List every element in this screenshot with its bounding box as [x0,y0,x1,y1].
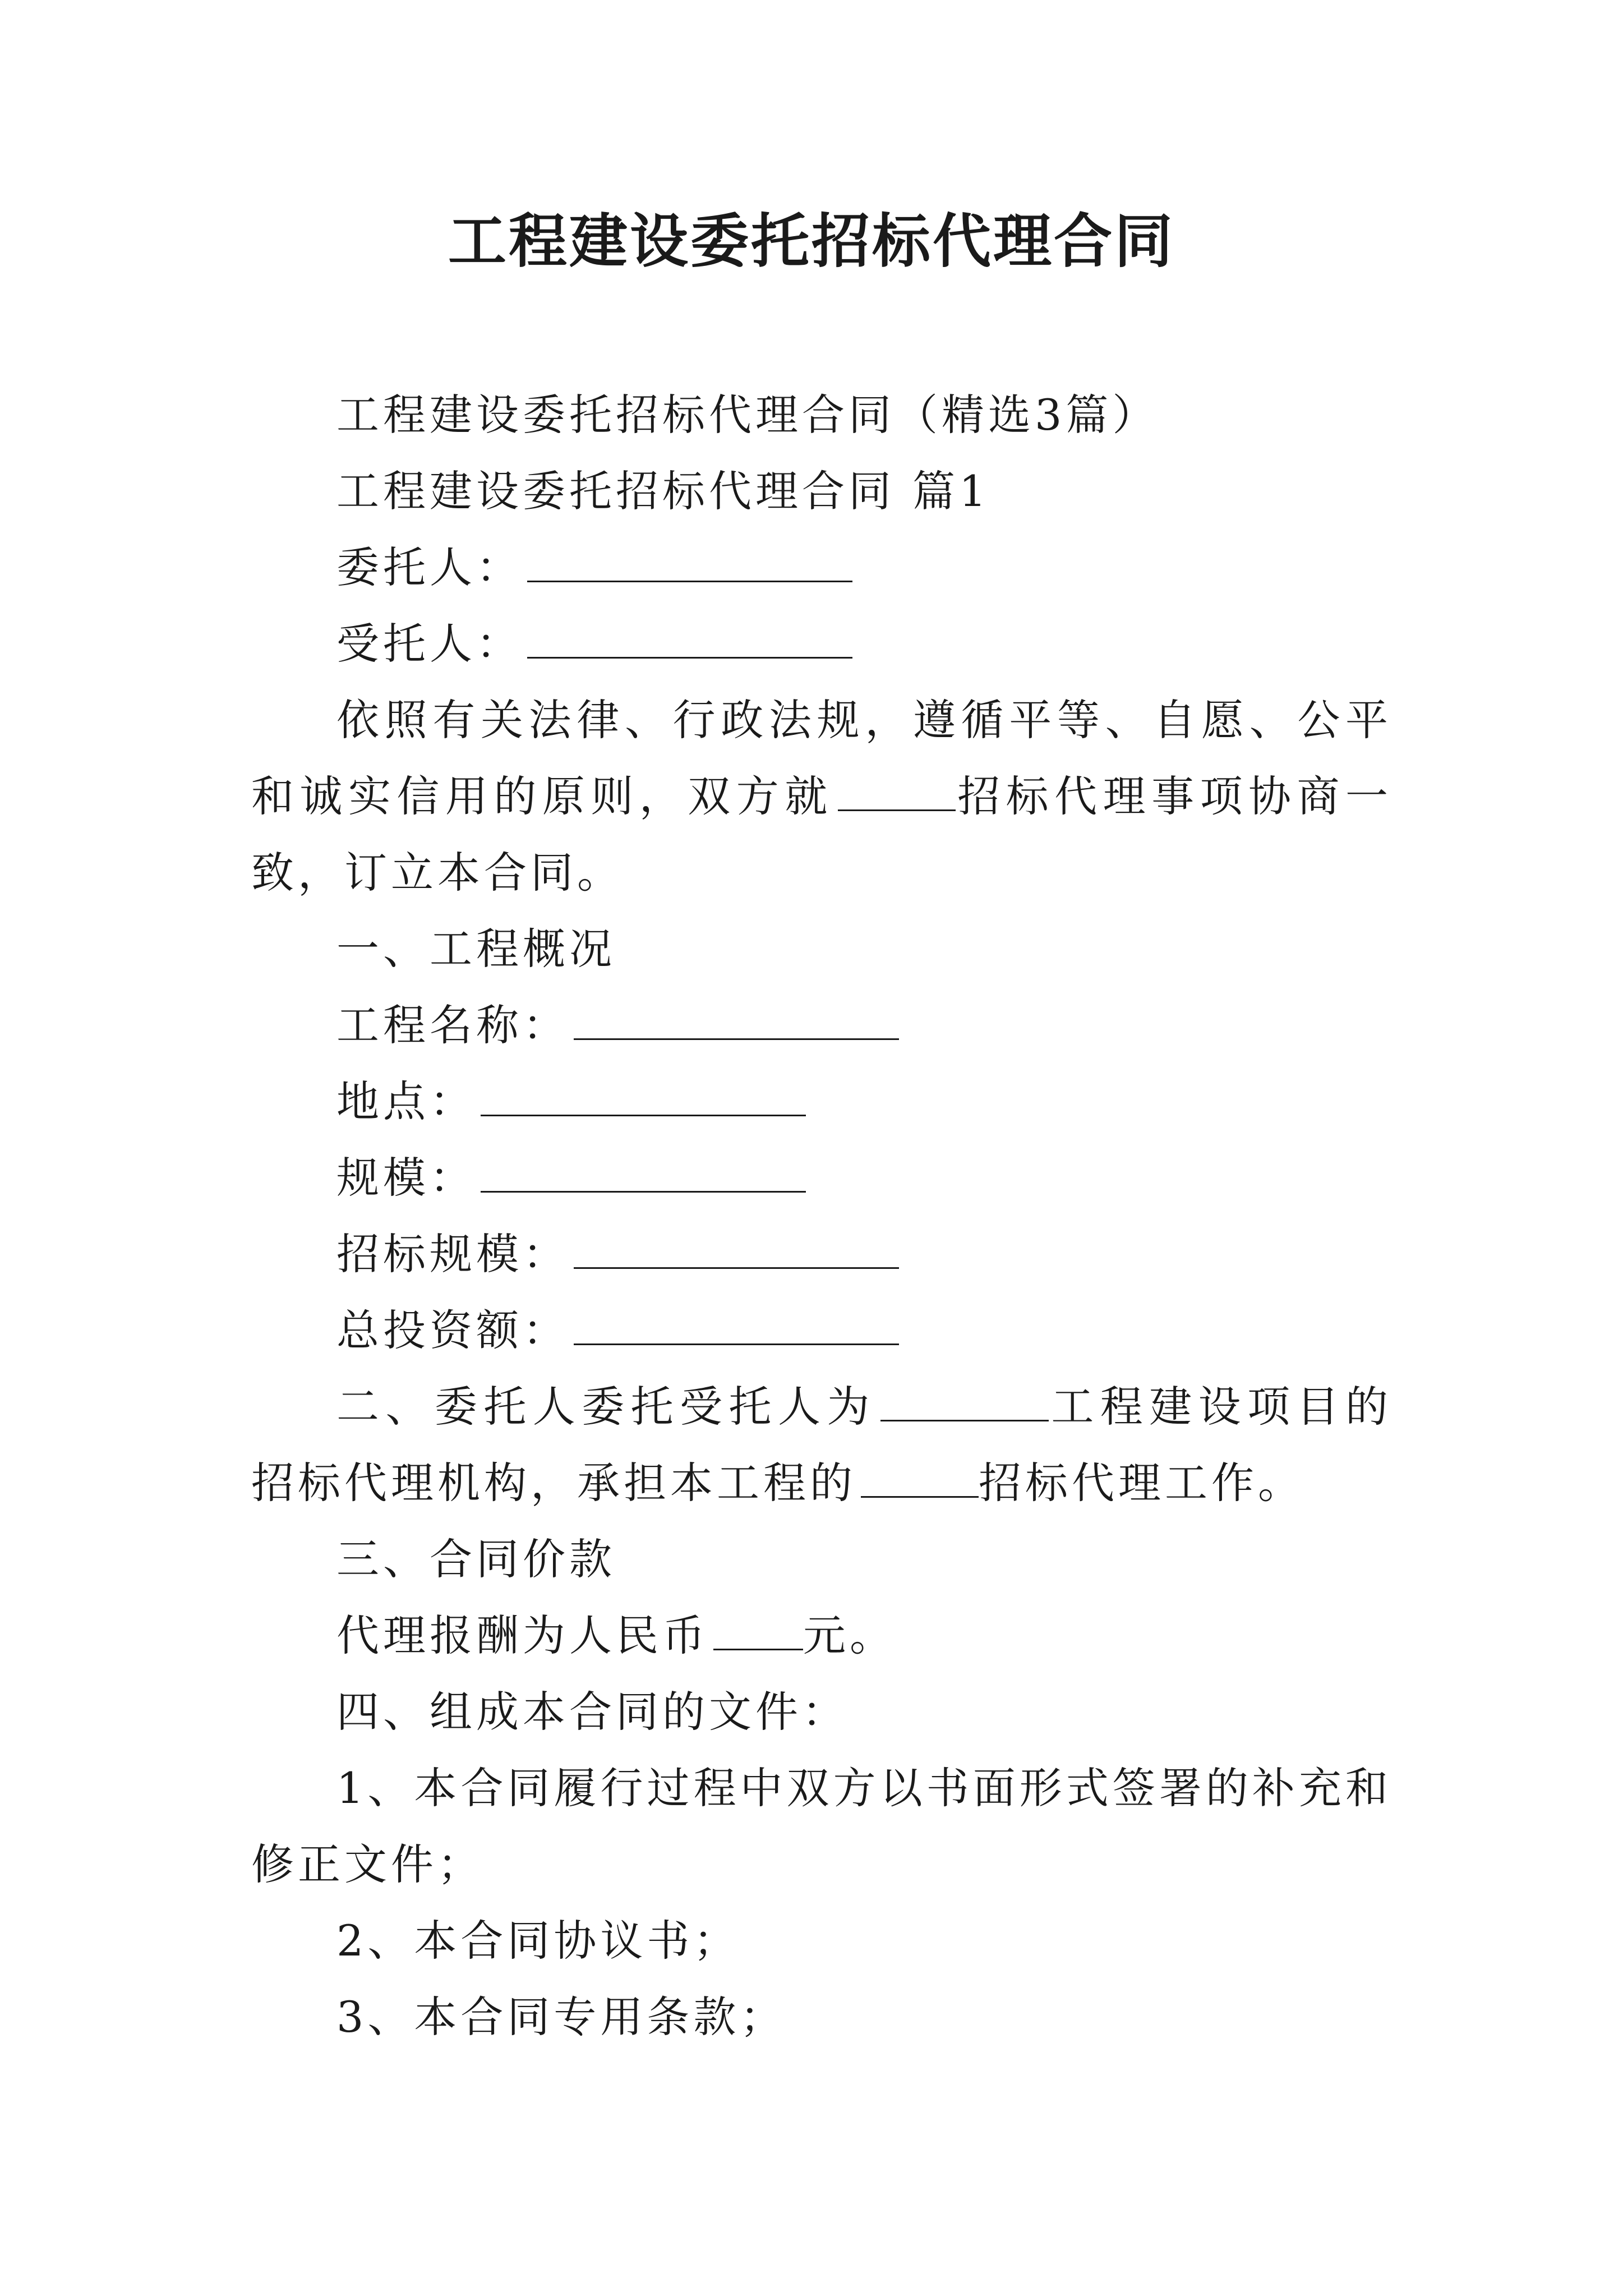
fee-paragraph [251,1598,1392,1674]
field-label: 委托人： [336,542,523,592]
blank-line [527,540,852,582]
section3-heading: 三、合同价款 [336,1534,616,1584]
intro-paragraph [251,682,1392,911]
document-body [251,377,1392,2055]
field-label: 受托人： [336,619,523,669]
field-location [251,1064,1392,1140]
blank-line [574,1227,899,1269]
field-label: 规模： [336,1153,476,1203]
doc-item: 1、本合同履行过程中双方以书面形式签署的补充和修正文件； [251,1763,1392,1889]
intro-text-a: 依照有关法律、行政法规，遵循平等、自愿、公平和诚实信用的原则，双方就 [251,695,1392,821]
section2-text-a: 二、委托人委托受托人为 [336,1382,876,1432]
blank-line [861,1456,979,1498]
field-label: 工程名称： [336,1000,569,1050]
field-project-name [251,987,1392,1064]
subtitle: 工程建设委托招标代理合同（精选3篇） [336,390,1159,440]
field-label: 地点： [336,1076,476,1126]
blank-line [838,769,956,811]
field-agent [251,606,1392,682]
section2-text-c: 招标代理工作。 [979,1458,1304,1508]
doc-item: 2、本合同协议书； [336,1916,740,1966]
field-label: 总投资额： [336,1305,569,1355]
part-heading: 工程建设委托招标代理合同 篇1 [336,466,990,516]
fee-text-a: 代理报酬为人民币 [336,1611,709,1660]
blank-line [574,998,899,1040]
blank-line [481,1074,806,1116]
field-scale [251,1140,1392,1216]
blank-line [880,1379,1049,1421]
field-total-investment [251,1292,1392,1369]
section2-text-b: 工程建设项目的招标代理机构，承担本工程的 [251,1382,1393,1508]
document-title: 工程建设委托招标代理合同 [448,206,1175,275]
field-label: 招标规模： [336,1229,569,1279]
fee-text-b: 元。 [803,1611,896,1660]
field-tender-scale [251,1216,1392,1292]
blank-line [527,616,852,659]
section2-paragraph [251,1369,1392,1521]
intro-text-b: 招标代理事项协商一致，订立本合同。 [251,771,1393,898]
field-client [251,530,1392,606]
section1-heading: 一、工程概况 [336,924,616,974]
section4-heading: 四、组成本合同的文件： [336,1687,849,1737]
blank-line [574,1303,899,1345]
blank-line [713,1608,803,1650]
doc-item: 3、本合同专用条款； [336,1992,787,2042]
blank-line [481,1151,806,1193]
